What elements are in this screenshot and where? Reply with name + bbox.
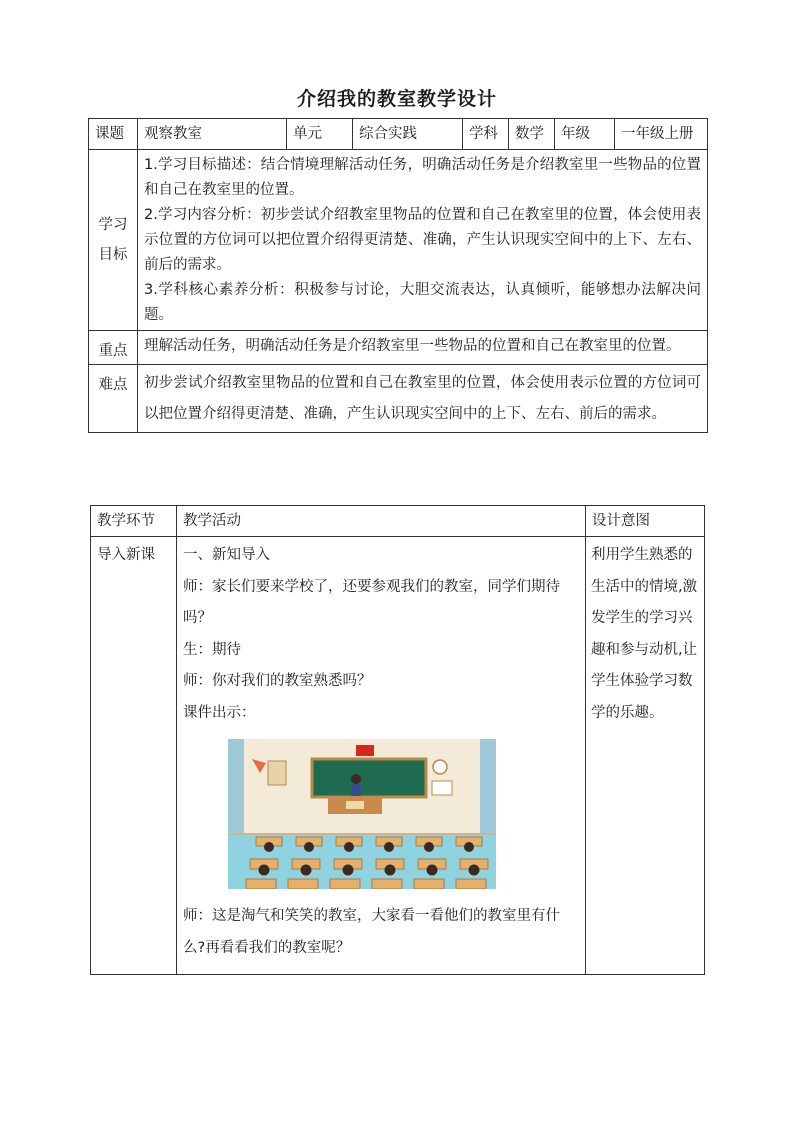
col-activity-header: 教学活动 — [177, 506, 586, 537]
blackboard — [312, 759, 426, 797]
goal-item: 1.学习目标描述：结合情境理解活动任务，明确活动任务是介绍教室里一些物品的位置和自己在教室里的位置。 — [144, 157, 701, 198]
classroom-illustration — [228, 739, 496, 889]
activity-line: 师：这是淘气和笑笑的教室，大家看一看他们的教室里有什么?再看看我们的教室呢？ — [183, 908, 560, 956]
difficulty-label: 难点 — [89, 365, 138, 433]
goals-content — [138, 150, 708, 331]
activity-line: 课件出示： — [183, 704, 256, 721]
subject-label: 学科 — [463, 119, 509, 150]
process-header-row — [91, 506, 705, 537]
intent-cell — [586, 537, 705, 975]
stage-cell: 导入新课 — [91, 537, 177, 975]
unit-label: 单元 — [287, 119, 353, 150]
clock-icon — [433, 760, 447, 774]
key-point-row — [89, 331, 708, 365]
key-text: 理解活动任务，明确活动任务是介绍教室里一些物品的位置和自己在教室里的位置。 — [138, 331, 708, 365]
info-header-row — [89, 119, 708, 150]
activity-line: 师：你对我们的教室熟悉吗？ — [183, 673, 372, 689]
topic-label: 课题 — [89, 119, 138, 150]
process-row — [91, 537, 705, 975]
activity-line: 生：期待 — [183, 641, 241, 658]
activity-line: 一、新知导入 — [183, 547, 270, 563]
goal-item: 2.学习内容分析：初步尝试介绍教室里物品的位置和自己在教室里的位置，体会使用表示位置的方位词可以把位置介绍得更清楚、准确，产生认识现实空间中的上下、左右、前后的需求。 — [144, 207, 701, 273]
activity-line: 师：家长们要来学校了，还要参观我们的教室，同学们期待吗？ — [183, 578, 560, 626]
subject-value: 数学 — [509, 119, 555, 150]
unit-value: 综合实践 — [353, 119, 463, 150]
lesson-info-table — [88, 118, 708, 433]
difficulty-row — [89, 365, 708, 433]
difficulty-text: 初步尝试介绍教室里物品的位置和自己在教室里的位置，体会使用表示位置的方位词可以把位置介绍得更清楚、准确，产生认识现实空间中的上下、左右、前后的需求。 — [138, 365, 708, 433]
col-intent-header: 设计意图 — [586, 506, 705, 537]
activity-cell — [177, 537, 586, 975]
key-label: 重点 — [89, 331, 138, 365]
teaching-process-table — [90, 505, 705, 975]
col-stage-header: 教学环节 — [91, 506, 177, 537]
goal-item: 3.学科核心素养分析：积极参与讨论，大胆交流表达，认真倾听，能够想办法解决问题。 — [144, 282, 701, 323]
goals-row — [89, 150, 708, 331]
goals-label: 学习 目标 — [89, 150, 138, 331]
topic-value: 观察教室 — [138, 119, 287, 150]
page-title: 介绍我的教室教学设计 — [296, 88, 497, 110]
grade-label: 年级 — [555, 119, 615, 150]
flag-icon — [356, 745, 374, 756]
intent-text: 利用学生熟悉的生活中的情境,激发学生的学习兴趣和参与动机,让学生体验学习数学的乐趣。 — [591, 547, 698, 721]
grade-value: 一年级上册 — [615, 119, 708, 150]
